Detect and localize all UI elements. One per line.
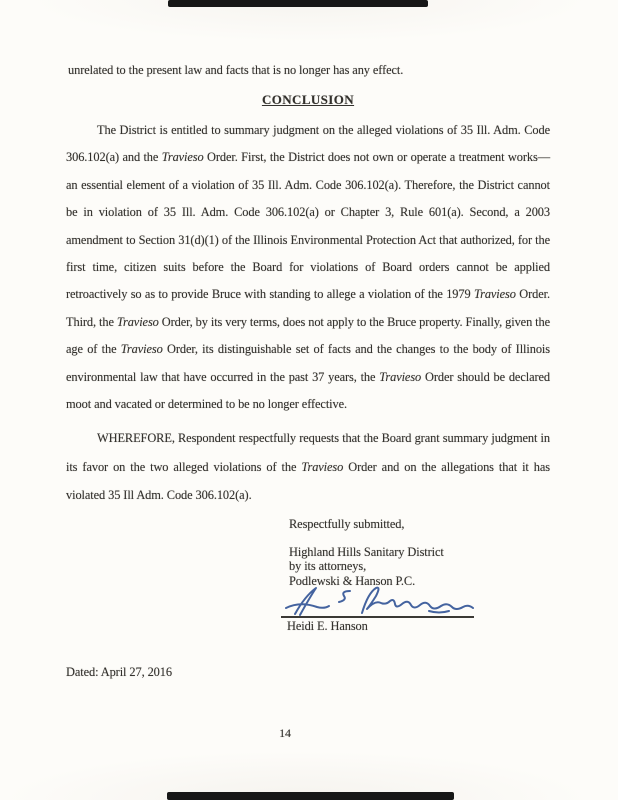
conclusion-heading: CONCLUSION	[261, 92, 355, 107]
wherefore-paragraph: WHEREFORE, Respondent respectfully requests that the Board grant summary judgment in its favor on the two alleged violations of the Travieso Order and on the allegations that it has violated 35 Ill Adm. Code 306.102(a).	[66, 431, 550, 503]
attorney-block	[289, 545, 549, 588]
scan-edge-artifact-top	[168, 0, 428, 7]
signer-name: Heidi E. Hanson	[287, 619, 368, 633]
body-continuation-line: unrelated to the present law and facts that is no longer has any effect.	[68, 63, 404, 77]
salutation-line: Respectfully submitted,	[289, 517, 405, 531]
law-firm-name: Podlewski & Hanson P.C.	[289, 573, 416, 588]
dated-line: Dated: April 27, 2016	[66, 665, 172, 679]
scan-edge-artifact-bottom	[167, 792, 454, 800]
organization-name: Highland Hills Sanitary District	[289, 545, 444, 559]
conclusion-paragraph: The District is entitled to summary judgment on the alleged violations of 35 Ill. Adm. Code 306.102(a) and the Travieso Order. First, the District does not own or operate a treatment works—an essential element of a violation of 35 Ill. Adm. Code 306.102(a). Therefore, the District cannot be in violation of 35 Ill. Adm. Code 306.102(a) or Chapter 3, Rule 601(a). Second, a 2003 amendment to Section 31(d)(1) of the Illinois Environmental Protection Act that authorized, for the first time, citizen suits before the Board for violations of Board orders cannot be applied retroactively so as to provide Bruce with standing to allege a violation of the 1979 Travieso Order. Third, the Travieso Order, by its very terms, does not apply to the Bruce property. Finally, given the age of the Travieso Order, its distinguishable set of facts and the changes to the body of Illinois environmental law that have occurred in the past 37 years, the Travieso Order should be declared moot and vacated or determined to be no longer effective.	[66, 123, 551, 412]
handwritten-signature	[283, 584, 483, 618]
signature-line	[281, 616, 474, 618]
by-its-attorneys-line: by its attorneys,	[289, 559, 367, 574]
page-number: 14	[279, 726, 291, 740]
